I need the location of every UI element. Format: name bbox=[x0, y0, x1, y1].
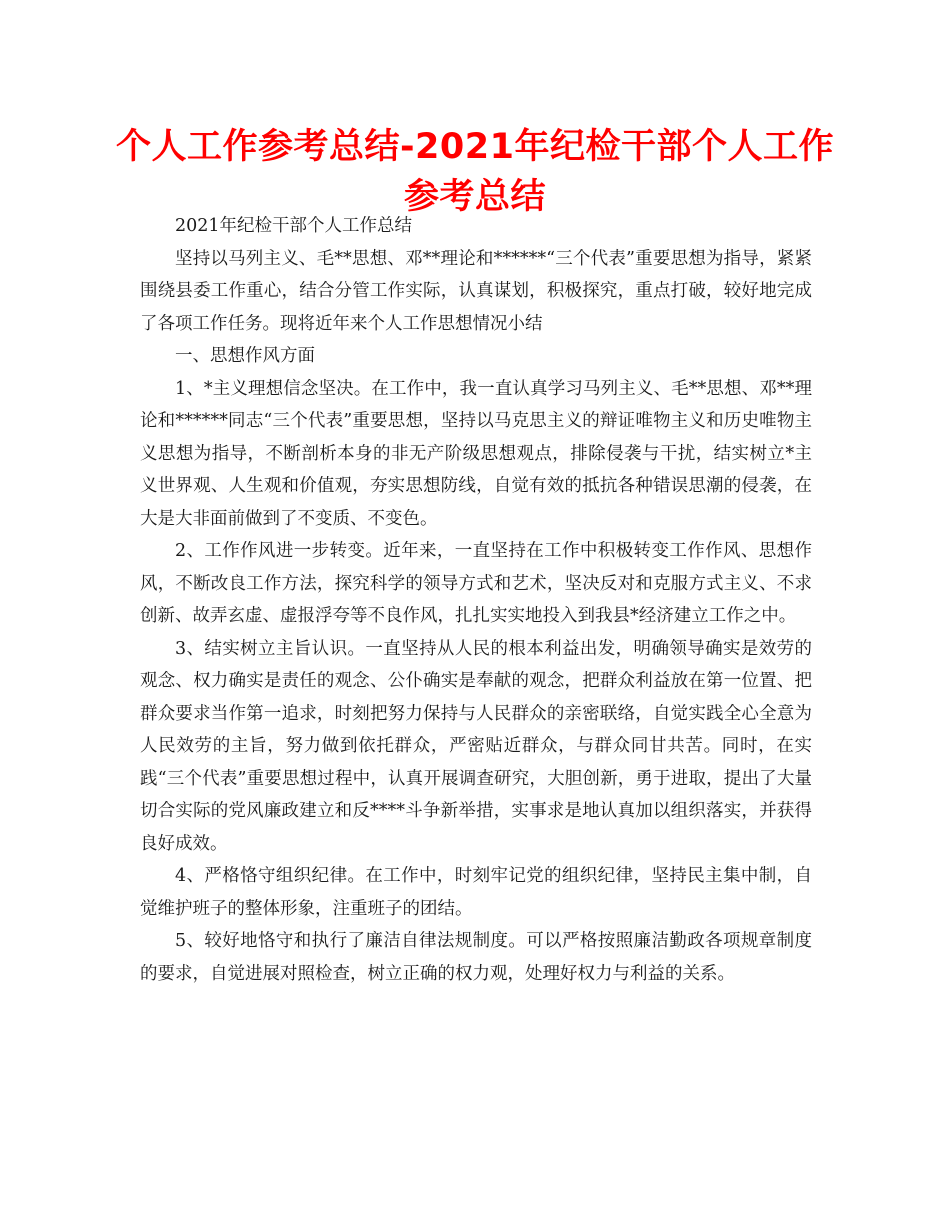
document-title: 个人工作参考总结-2021年纪检干部个人工作参考总结 bbox=[116, 127, 834, 217]
document-body bbox=[140, 210, 812, 990]
intro-paragraph: 坚持以马列主义、毛**思想、邓**理论和******“三个代表”重要思想为指导，紧紧围绕县委工作重心，结合分管工作实际，认真谋划，积极探究，重点打破，较好地完成了各项工作任务。现将近年来个人工作思想情况小结 bbox=[140, 248, 812, 334]
body-paragraph-3: 3、结实树立主旨认识。一直坚持从人民的根本利益出发，明确领导确实是效劳的观念、权力确实是责任的观念、公仆确实是奉献的观念，把群众利益放在第一位置、把群众要求当作第一追求，时刻把努力保持与人民群众的亲密联络，自觉实践全心全意为人民效劳的主旨，努力做到依托群众，严密贴近群众，与群众同甘共苦。同时，在实践“三个代表”重要思想过程中，认真开展调查研究，大胆创新，勇于进取，提出了大量切合实际的党风廉政建立和反****斗争新举措，实事求是地认真加以组织落实，并获得良好成效。 bbox=[140, 638, 812, 854]
body-paragraph-2: 2、工作作风进一步转变。近年来，一直坚持在工作中积极转变工作作风、思想作风，不断改良工作方法，探究科学的领导方式和艺术，坚决反对和克服方式主义、不求创新、故弄玄虚、虚报浮夸等不良作风，扎扎实实地投入到我县*经济建立工作之中。 bbox=[140, 541, 812, 626]
subtitle-paragraph: 2021年纪检干部个人工作总结 bbox=[175, 216, 413, 236]
body-paragraph-4: 4、严格恪守组织纪律。在工作中，时刻牢记党的组织纪律，坚持民主集中制，自觉维护班子的整体形象，注重班子的团结。 bbox=[140, 866, 812, 919]
section-heading: 一、思想作风方面 bbox=[175, 346, 315, 366]
body-paragraph-1: 1、*主义理想信念坚决。在工作中，我一直认真学习马列主义、毛**思想、邓**理论和******同志“三个代表”重要思想，坚持以马克思主义的辩证唯物主义和历史唯物主义思想为指导，不断剖析本身的非无产阶级思想观点，排除侵袭与干扰，结实树立*主义世界观、人生观和价值观，夯实思想防线，自觉有效的抵抗各种错误思潮的侵袭，在大是大非面前做到了不变质、不变色。 bbox=[140, 378, 812, 529]
body-paragraph-5: 5、较好地恪守和执行了廉洁自律法规制度。可以严格按照廉洁勤政各项规章制度的要求，自觉进展对照检查，树立正确的权力观，处理好权力与利益的关系。 bbox=[140, 931, 812, 984]
